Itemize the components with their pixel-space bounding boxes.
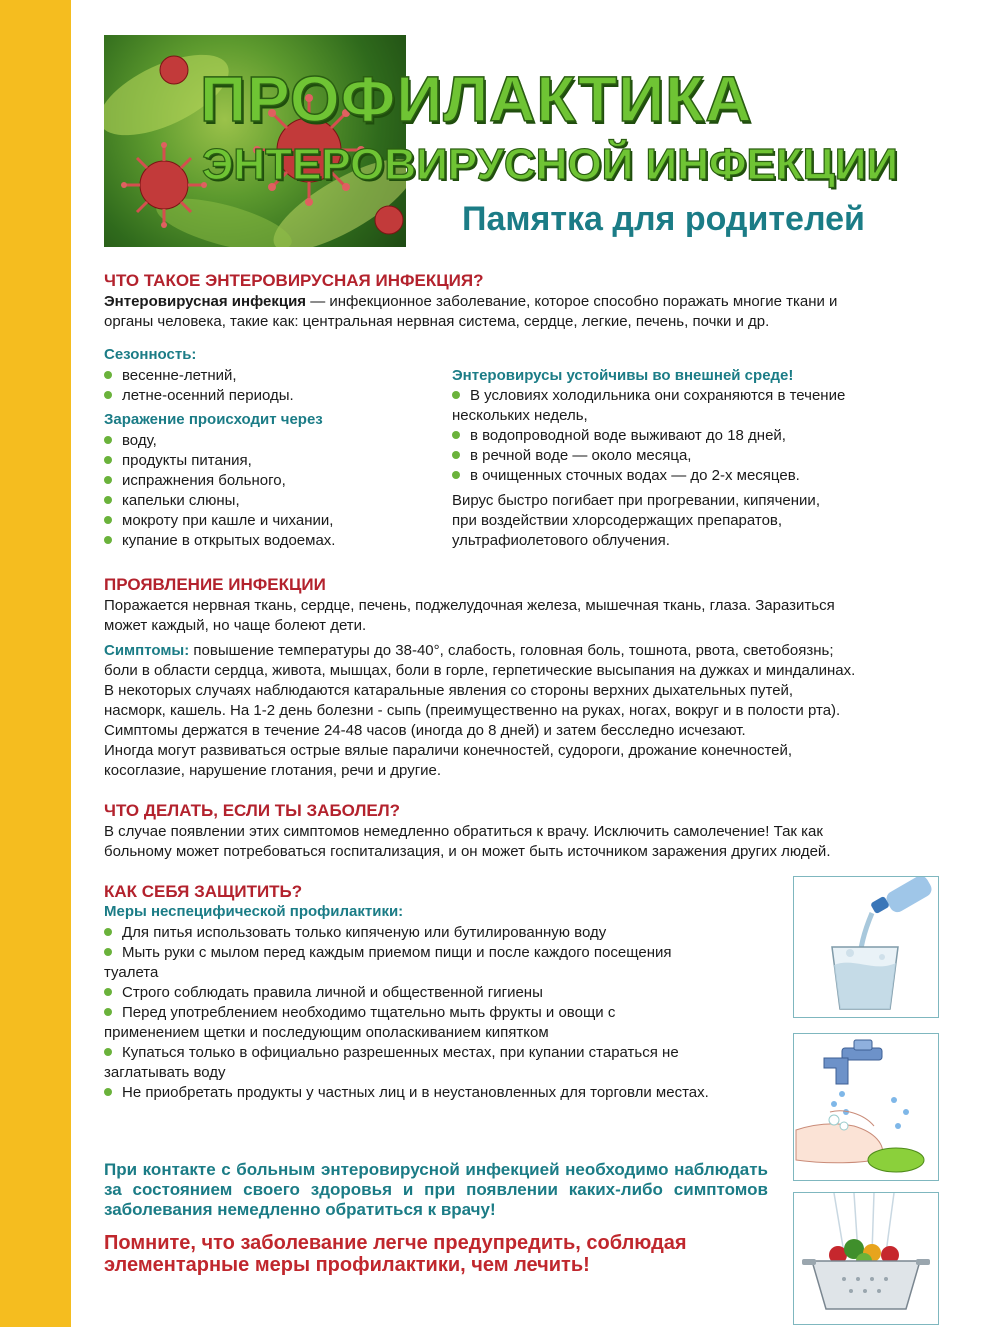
list-item: Не приобретать продукты у частных лиц и в неустановленных для торговли местах.: [104, 1083, 784, 1103]
list-item-continuation: нескольких недель,: [452, 407, 588, 424]
list-item: Мыть руки с мылом перед каждым приемом пищи и после каждого посещения: [104, 943, 784, 963]
list-item: купание в открытых водоемах.: [104, 531, 335, 551]
bullet-icon: [452, 471, 460, 479]
manifestation-paragraph: Поражается нервная ткань, сердце, печень, поджелудочная железа, мышечная ткань, глаза. Заразиться может каждый, но чаще болеют дети.: [104, 597, 835, 634]
list-item: В условиях холодильника они сохраняются в течение: [452, 386, 922, 406]
bullet-icon: [452, 451, 460, 459]
bullet-icon: [104, 476, 112, 484]
transmission-list: [104, 431, 335, 551]
section-heading-manifestation: ПРОЯВЛЕНИЕ ИНФЕКЦИИ: [104, 575, 326, 594]
subtitle: Памятка для родителей: [462, 200, 865, 238]
bullet-icon: [104, 988, 112, 996]
symptoms-label: Симптомы:: [104, 642, 190, 659]
list-item: продукты питания,: [104, 451, 335, 471]
vegetables-colander-image: [793, 1192, 939, 1325]
protect-list: [104, 923, 784, 1103]
list-item-continuation: заглатывать воду: [104, 1064, 226, 1081]
list-item: Перед употреблением необходимо тщательно мыть фрукты и овощи с: [104, 1003, 784, 1023]
list-item: Для питья использовать только кипяченую или бутилированную воду: [104, 923, 784, 943]
bullet-icon: [452, 431, 460, 439]
list-item: воду,: [104, 431, 335, 451]
list-item-continuation: применением щетки и последующим ополаскиванием кипятком: [104, 1024, 549, 1041]
list-item: испражнения больного,: [104, 471, 335, 491]
list-item: летне-осенний периоды.: [104, 386, 294, 406]
bullet-icon: [104, 436, 112, 444]
bullet-icon: [104, 371, 112, 379]
section-heading-what-to-do: ЧТО ДЕЛАТЬ, ЕСЛИ ТЫ ЗАБОЛЕЛ?: [104, 801, 401, 820]
bullet-icon: [104, 516, 112, 524]
section-heading-what: ЧТО ТАКОЕ ЭНТЕРОВИРУСНАЯ ИНФЕКЦИЯ?: [104, 271, 484, 290]
handwashing-image: [793, 1033, 939, 1181]
bullet-icon: [104, 456, 112, 464]
yellow-sidebar: [0, 0, 71, 1327]
seasonality-list: [104, 366, 294, 406]
list-item: в речной воде — около месяца,: [452, 446, 922, 466]
bullet-icon: [104, 1048, 112, 1056]
bullet-icon: [104, 928, 112, 936]
what-to-do-paragraph: В случае появлении этих симптомов немедленно обратиться к врачу. Исключить самолечение! Так как больному может потребоваться госпитализация, и он может быть источником заражения других людей.: [104, 823, 831, 860]
bullet-icon: [104, 536, 112, 544]
list-item: Строго соблюдать правила личной и общественной гигиены: [104, 983, 784, 1003]
definition-line-2: органы человека, такие как: центральная нервная система, сердце, легкие, печень, почки и др.: [104, 313, 770, 330]
bullet-icon: [104, 1088, 112, 1096]
bullet-icon: [452, 391, 460, 399]
definition-term: Энтеровирусная инфекция: [104, 293, 307, 310]
contact-warning: При контакте с больным энтеровирусной инфекцией необходимо наблюдать за состоянием своего здоровья и при появлении каких-либо симптомов заболевания немедленно обратиться к врачу!: [104, 1160, 768, 1219]
protect-subheading: Меры неспецифической профилактики:: [104, 903, 404, 920]
resistance-note: Вирус быстро погибает при прогревании, кипячении, при воздействии хлорсодержащих препаратов, ультрафиолетового облучения.: [452, 492, 820, 549]
symptoms-paragraph: Симптомы: повышение температуры до 38-40°, слабость, головная боль, тошнота, рвота, светобоязнь; боли в области сердца, живота, мышцах, боли в горле, герпетические высыпания на дужках и миндалинах. В некоторых случаях наблюдаются катаральные явления со стороны верхних дыхательных путей, насморк, кашель. На 1-2 день болезни - сыпь (преимущественно на руках, ногах, вокруг и в полости рта). Симптомы держатся в течение 24-48 часов (иногда до 8 дней) и затем бесследно исчезают. Иногда могут развиваться острые вялые параличи конечностей, судороги, дрожание конечностей, косоглазие, нарушение глотания, речи и другие.: [104, 642, 856, 779]
list-item: в очищенных сточных водах — до 2-х месяцев.: [452, 466, 922, 486]
bullet-icon: [104, 391, 112, 399]
list-item: мокроту при кашле и чихании,: [104, 511, 335, 531]
bullet-icon: [104, 1008, 112, 1016]
definition-paragraph: [104, 292, 944, 332]
water-glass-image: [793, 876, 939, 1018]
transmission-heading: Заражение происходит через: [104, 411, 323, 428]
section-heading-protect: КАК СЕБЯ ЗАЩИТИТЬ?: [104, 882, 303, 901]
resistance-heading: Энтеровирусы устойчивы во внешней среде!: [452, 367, 794, 384]
title-line-1: ПРОФИЛАКТИКА: [200, 63, 753, 135]
list-item: весенне-летний,: [104, 366, 294, 386]
title-line-2: ЭНТЕРОВИРУСНОЙ ИНФЕКЦИИ: [202, 140, 899, 189]
list-item: капельки слюны,: [104, 491, 335, 511]
list-item: Купаться только в официально разрешенных местах, при купании стараться не: [104, 1043, 784, 1063]
resistance-list: [452, 386, 922, 486]
seasonality-heading: Сезонность:: [104, 346, 197, 363]
bullet-icon: [104, 496, 112, 504]
reminder-text: Помните, что заболевание легче предупредить, соблюдая элементарные меры профилактики, чем лечить!: [104, 1232, 687, 1276]
definition-line-1: — инфекционное заболевание, которое способно поражать многие ткани и: [306, 293, 838, 310]
list-item: в водопроводной воде выживают до 18 дней,: [452, 426, 922, 446]
bullet-icon: [104, 948, 112, 956]
list-item-continuation: туалета: [104, 964, 159, 981]
